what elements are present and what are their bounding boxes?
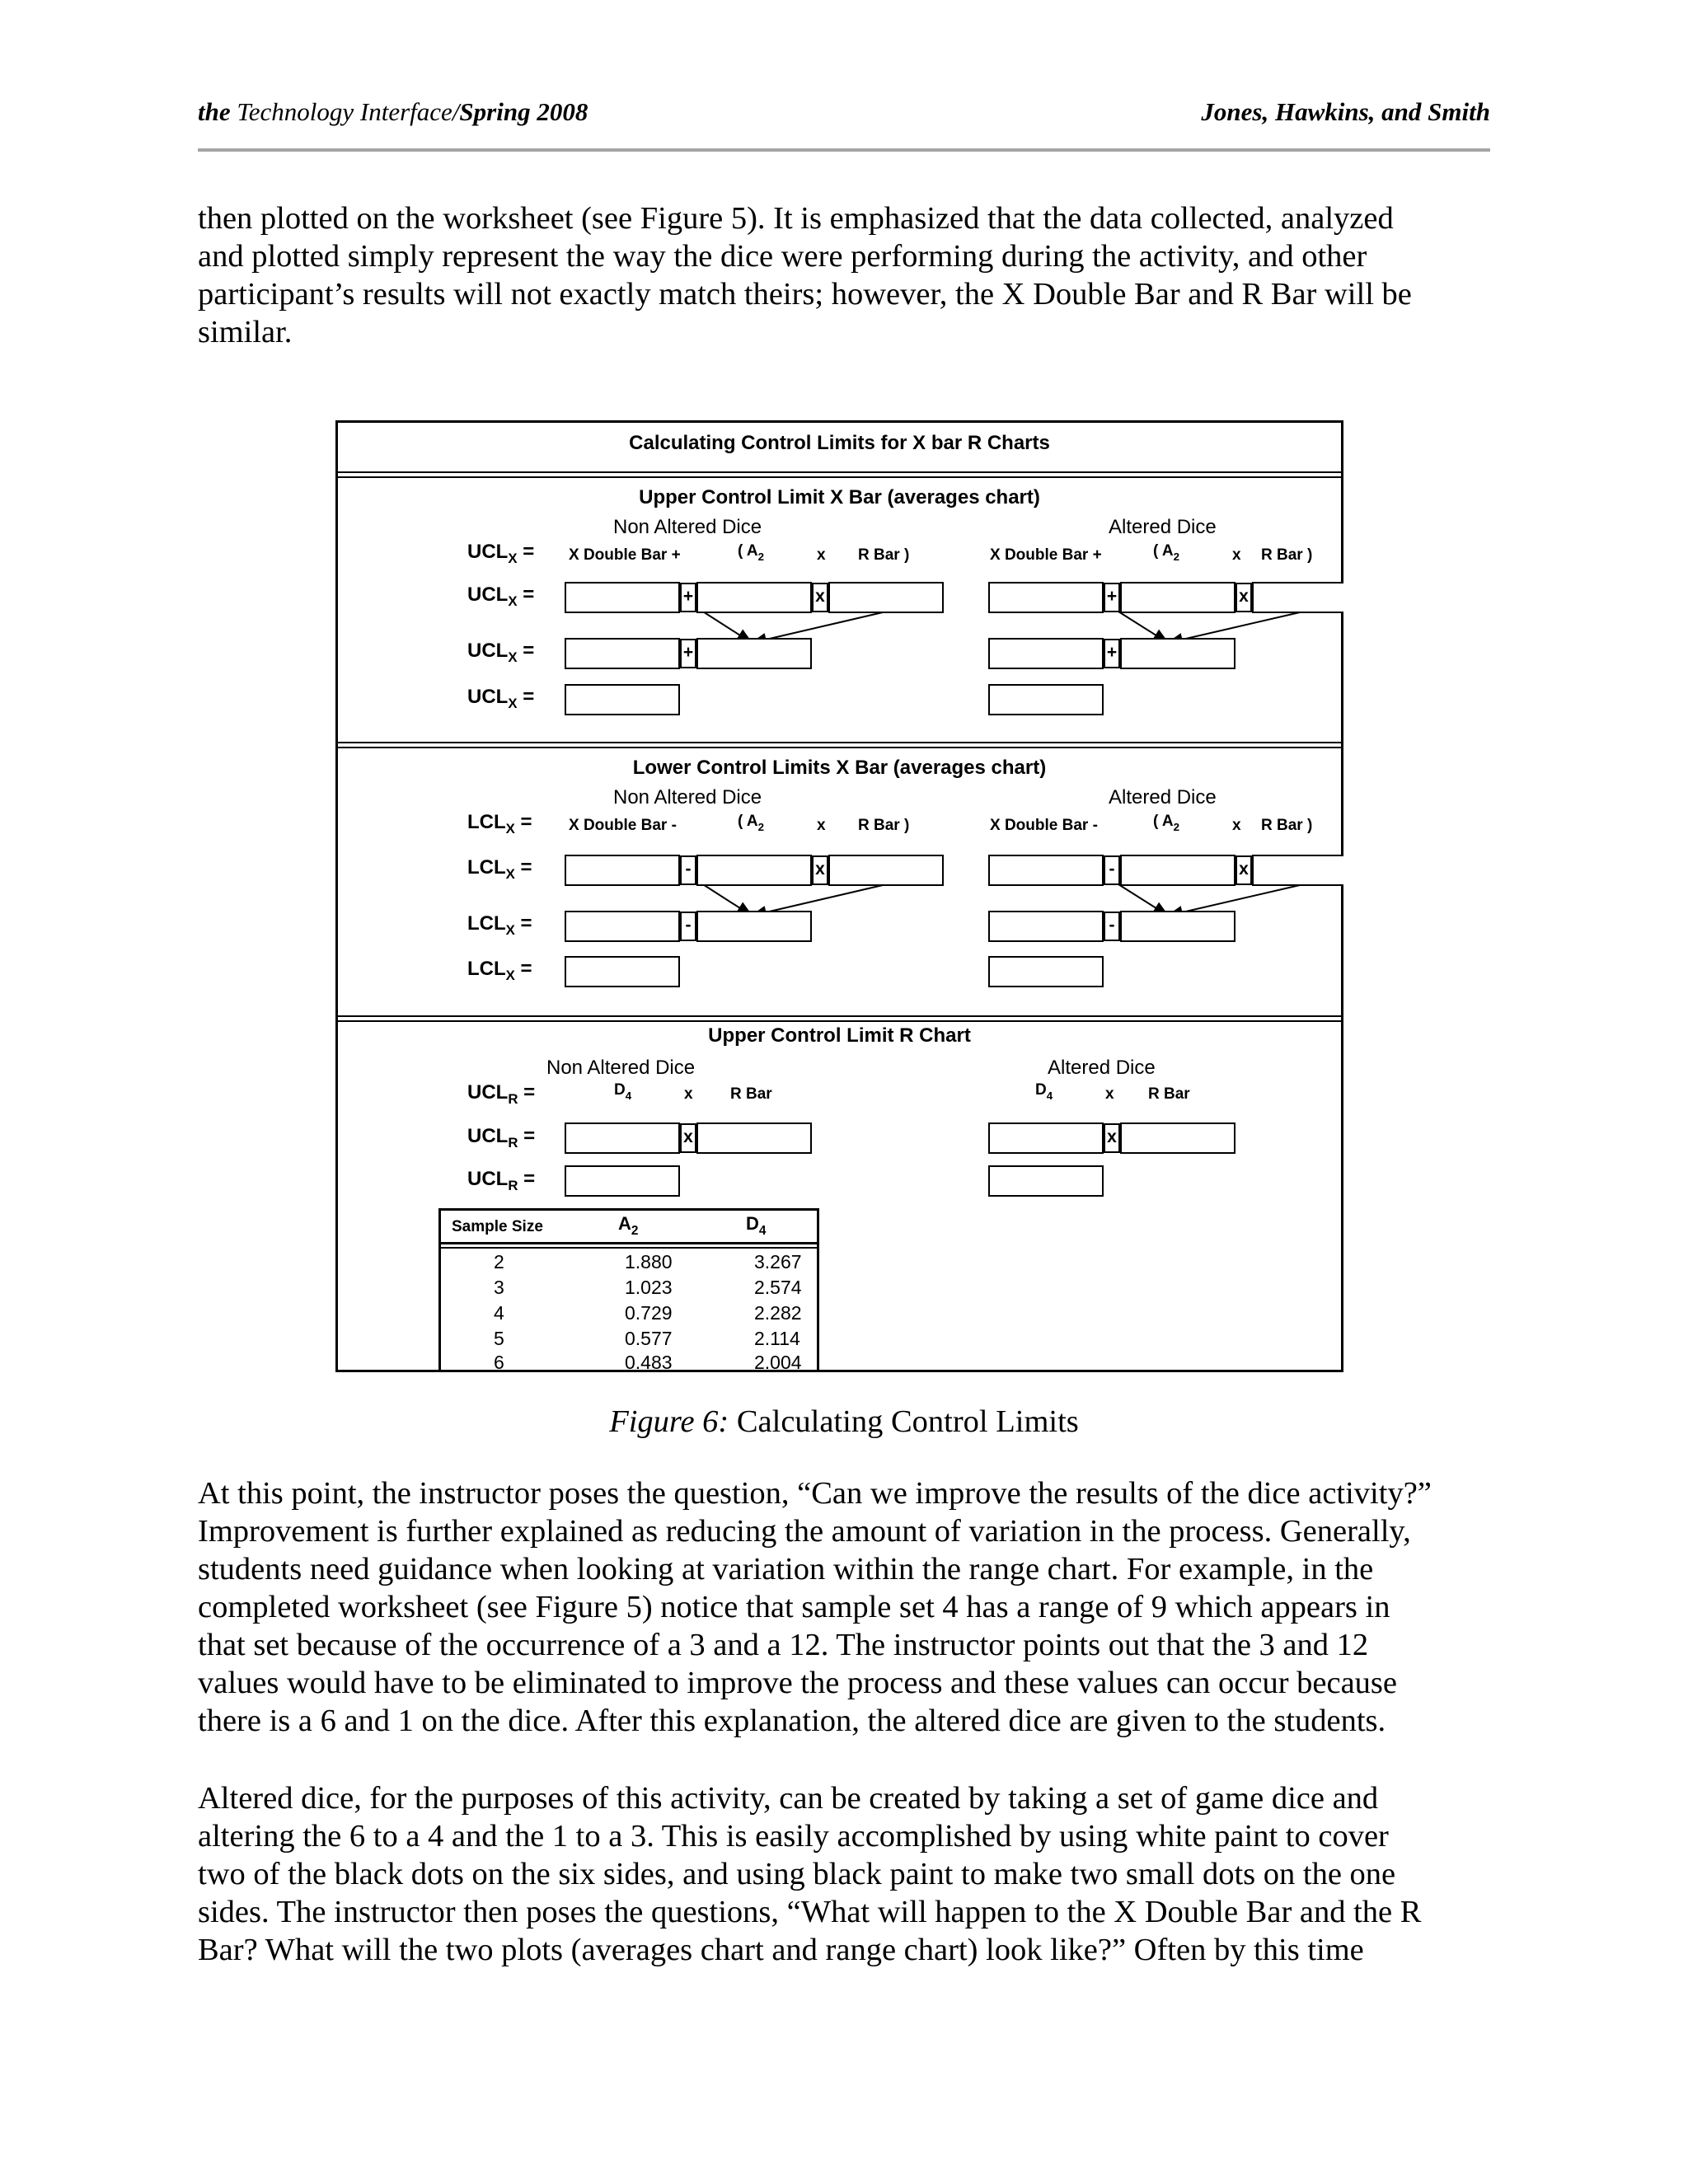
formula-x-double-bar: X Double Bar + <box>569 546 681 564</box>
text-line: At this point, the instructor poses the question, “Can we improve the results of the dice activity?” <box>198 1476 1432 1511</box>
sample-size-cell: 4 <box>494 1302 504 1324</box>
altered-label: Altered Dice <box>1109 516 1217 538</box>
ucl-r-result-input[interactable] <box>988 1165 1104 1197</box>
text-line: sides. The instructor then poses the questions, “What will happen to the X Double Bar and the R <box>198 1895 1422 1929</box>
formula-a2: ( $A_2$ <box>1153 813 1180 833</box>
ucl-r-result-input[interactable] <box>565 1165 680 1197</box>
text-line: two of the black dots on the six sides, and using black paint to make two small dots on the one <box>198 1857 1396 1891</box>
formula-r-bar: R Bar ) <box>1261 546 1313 564</box>
r-bar-input[interactable] <box>1252 855 1343 886</box>
formula-x: x <box>1232 546 1241 564</box>
x-double-bar-input[interactable] <box>988 582 1104 613</box>
figure-caption <box>0 1404 1688 1440</box>
text-line: completed worksheet (see Figure 5) notice that sample set 4 has a range of 9 which appears in <box>198 1590 1390 1624</box>
paragraph-3 <box>198 1779 1496 1969</box>
multiply-operator: x <box>812 855 828 885</box>
caption-label: Figure 6: <box>609 1404 729 1439</box>
lcl-x-result-input[interactable] <box>565 956 680 987</box>
formula-r-bar: R Bar ) <box>858 817 910 834</box>
running-header-authors: Jones, Hawkins, and Smith <box>1201 97 1490 126</box>
ucl-x-row-label: $UCL_X$ = <box>467 541 535 566</box>
non-altered-label: Non Altered Dice <box>546 1057 696 1079</box>
multiply-operator: x <box>1236 855 1252 885</box>
ucl-x-row-label: $UCL_X$ = <box>467 640 535 665</box>
a2-cell: 0.483 <box>625 1352 673 1373</box>
table-header-d4: $D_4$ <box>746 1213 767 1238</box>
product-input[interactable] <box>696 638 812 669</box>
plus-operator: + <box>680 639 696 668</box>
formula-x: x <box>1105 1085 1114 1103</box>
text-line: altering the 6 to a 4 and the 1 to a 3. This is easily accomplished by using white paint to cover <box>198 1819 1389 1854</box>
a2-cell: 0.729 <box>625 1302 673 1324</box>
lcl-x-row-label: $LCL_X$ = <box>467 958 532 983</box>
formula-r-bar: R Bar ) <box>858 546 910 564</box>
table-row <box>441 1275 817 1301</box>
multiply-operator: x <box>680 1123 696 1153</box>
a2-input[interactable] <box>696 582 812 613</box>
lcl-x-row-label: $LCL_X$ = <box>467 856 532 882</box>
text-line: that set because of the occurrence of a 3 and a 12. The instructor points out that the 3 and 12 <box>198 1628 1369 1662</box>
lcl-x-row-label: $LCL_X$ = <box>467 811 532 837</box>
ucl-x-row-label: $UCL_X$ = <box>467 686 535 711</box>
formula-x-double-bar: X Double Bar - <box>569 817 677 834</box>
ucl-r-heading: Upper Control Limit R Chart <box>708 1024 971 1047</box>
a2-cell: 1.023 <box>625 1277 673 1298</box>
x-double-bar-input[interactable] <box>988 911 1104 942</box>
r-bar-input[interactable] <box>828 582 944 613</box>
r-bar-input[interactable] <box>1120 1122 1236 1154</box>
ucl-x-result-input[interactable] <box>988 684 1104 715</box>
a2-cell: 1.880 <box>625 1251 673 1272</box>
x-double-bar-input[interactable] <box>565 911 680 942</box>
text-line: Altered dice, for the purposes of this activity, can be created by taking a set of game dice and <box>198 1781 1379 1816</box>
formula-x-double-bar: X Double Bar + <box>990 546 1102 564</box>
minus-operator: - <box>680 855 696 885</box>
table-row <box>441 1326 817 1352</box>
journal-prefix: the <box>198 97 231 126</box>
constants-table <box>438 1208 819 1372</box>
formula-x: x <box>684 1085 693 1103</box>
ucl-x-result-input[interactable] <box>565 684 680 715</box>
control-limits-worksheet <box>335 420 1343 1372</box>
a2-input[interactable] <box>1120 855 1236 886</box>
product-input[interactable] <box>1120 638 1236 669</box>
r-bar-input[interactable] <box>696 1122 812 1154</box>
multiply-operator: x <box>1104 1123 1120 1153</box>
d4-cell: 2.004 <box>754 1352 802 1373</box>
sample-size-cell: 5 <box>494 1328 504 1349</box>
d4-cell: 2.574 <box>754 1277 802 1298</box>
formula-r-bar: R Bar ) <box>1261 817 1313 834</box>
text-line: and plotted simply represent the way the dice were performing during the activity, and other <box>198 239 1367 274</box>
r-bar-input[interactable] <box>828 855 944 886</box>
multiply-operator: x <box>1236 583 1252 612</box>
formula-x: x <box>817 817 826 834</box>
text-line: Improvement is further explained as reducing the amount of variation in the process. Generally, <box>198 1514 1411 1549</box>
running-header-journal <box>198 97 588 127</box>
product-input[interactable] <box>1120 911 1236 942</box>
minus-operator: - <box>1104 855 1120 885</box>
sample-size-cell: 3 <box>494 1277 504 1298</box>
formula-a2: ( $A_2$ <box>1153 542 1180 563</box>
d4-input[interactable] <box>988 1122 1104 1154</box>
x-double-bar-input[interactable] <box>988 855 1104 886</box>
paragraph-1 <box>198 199 1496 351</box>
header-rule <box>198 148 1490 152</box>
a2-cell: 0.577 <box>625 1328 673 1349</box>
r-bar-input[interactable] <box>1252 582 1343 613</box>
minus-operator: - <box>1104 912 1120 941</box>
formula-x: x <box>1232 817 1241 834</box>
formula-r-bar: R Bar <box>730 1085 772 1103</box>
caption-text: Calculating Control Limits <box>729 1404 1079 1439</box>
altered-label: Altered Dice <box>1048 1057 1156 1079</box>
d4-cell: 2.114 <box>754 1328 800 1349</box>
text-line: Bar? What will the two plots (averages chart and range chart) look like?” Often by this time <box>198 1933 1364 1967</box>
plus-operator: + <box>680 583 696 612</box>
x-double-bar-input[interactable] <box>565 582 680 613</box>
formula-x: x <box>817 546 826 564</box>
sample-size-cell: 2 <box>494 1251 504 1272</box>
product-input[interactable] <box>696 911 812 942</box>
a2-input[interactable] <box>696 855 812 886</box>
formula-d4: $D_4$ <box>614 1081 632 1102</box>
table-header-a2: $A_2$ <box>618 1213 639 1238</box>
table-row <box>441 1352 817 1377</box>
text-line: values would have to be eliminated to improve the process and these values can occur because <box>198 1666 1397 1700</box>
d4-input[interactable] <box>565 1122 680 1154</box>
lcl-x-row-label: $LCL_X$ = <box>467 912 532 938</box>
table-row <box>441 1301 817 1326</box>
multiply-operator: x <box>812 583 828 612</box>
worksheet-title: Calculating Control Limits for X bar R Charts <box>629 432 1050 454</box>
text-line: similar. <box>198 315 293 349</box>
formula-x-double-bar: X Double Bar - <box>990 817 1098 834</box>
non-altered-label: Non Altered Dice <box>613 786 762 808</box>
x-double-bar-input[interactable] <box>988 638 1104 669</box>
text-line: participant’s results will not exactly match theirs; however, the X Double Bar and R Bar will be <box>198 277 1412 312</box>
text-line: there is a 6 and 1 on the dice. After this explanation, the altered dice are given to the students. <box>198 1704 1386 1738</box>
ucl-r-row-label: $UCL_R$ = <box>467 1168 536 1193</box>
plus-operator: + <box>1104 639 1120 668</box>
formula-r-bar: R Bar <box>1148 1085 1190 1103</box>
ucl-r-row-label: $UCL_R$ = <box>467 1125 536 1151</box>
x-double-bar-input[interactable] <box>565 638 680 669</box>
d4-cell: 3.267 <box>754 1251 802 1272</box>
ucl-r-row-label: $UCL_R$ = <box>467 1081 536 1107</box>
ucl-x-row-label: $UCL_X$ = <box>467 583 535 609</box>
plus-operator: + <box>1104 583 1120 612</box>
paragraph-2 <box>198 1474 1496 1740</box>
sample-size-cell: 6 <box>494 1352 504 1373</box>
lcl-x-result-input[interactable] <box>988 956 1104 987</box>
formula-d4: $D_4$ <box>1035 1081 1053 1102</box>
x-double-bar-input[interactable] <box>565 855 680 886</box>
journal-issue: Spring 2008 <box>459 97 588 126</box>
d4-cell: 2.282 <box>754 1302 802 1324</box>
table-row <box>441 1249 817 1275</box>
journal-name: Technology Interface/ <box>230 97 460 126</box>
lcl-x-heading: Lower Control Limits X Bar (averages chart) <box>632 757 1047 779</box>
text-line: then plotted on the worksheet (see Figure 5). It is emphasized that the data collected, analyzed <box>198 201 1394 236</box>
formula-a2: ( $A_2$ <box>738 813 765 833</box>
text-line: students need guidance when looking at variation within the range chart. For example, in the <box>198 1552 1374 1586</box>
altered-label: Altered Dice <box>1109 786 1217 808</box>
minus-operator: - <box>680 912 696 941</box>
formula-a2: ( $A_2$ <box>738 542 765 563</box>
table-header-sample-size: Sample Size <box>452 1218 543 1235</box>
ucl-x-heading: Upper Control Limit X Bar (averages chart) <box>639 486 1040 509</box>
a2-input[interactable] <box>1120 582 1236 613</box>
non-altered-label: Non Altered Dice <box>613 516 762 538</box>
